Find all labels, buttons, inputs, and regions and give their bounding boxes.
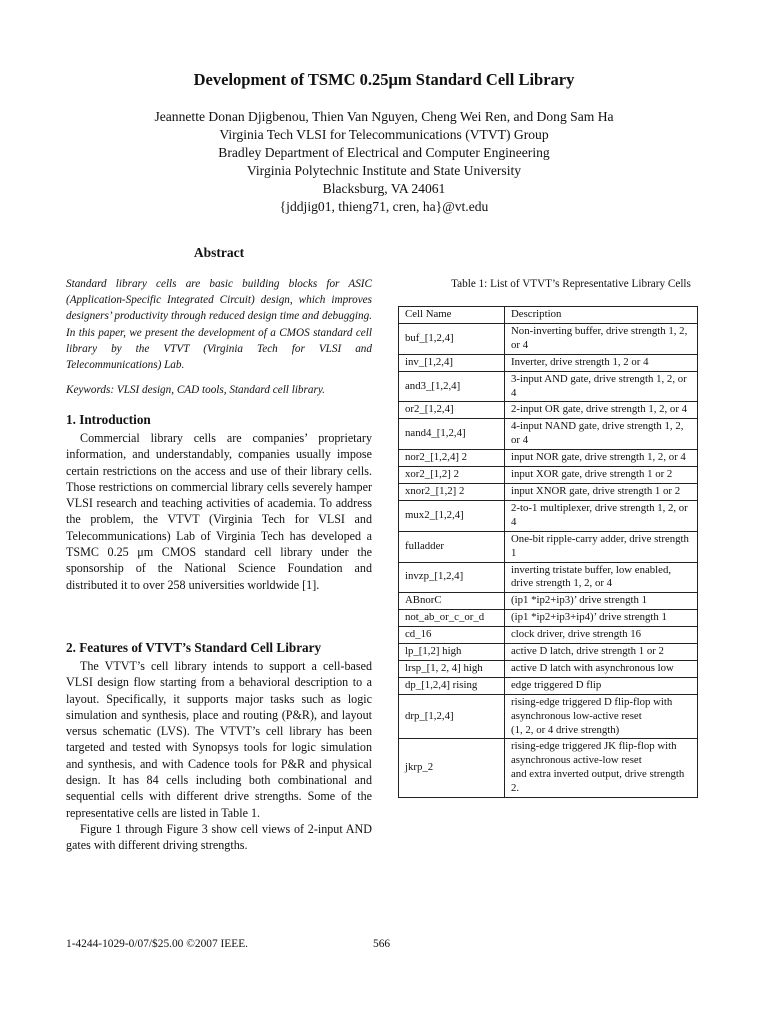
cell-description: inverting tristate buffer, low enabled, drive strength 1, 2, or 4 xyxy=(505,562,698,593)
cell-name: dp_[1,2,4] rising xyxy=(399,677,505,694)
section-2-paragraph: Figure 1 through Figure 3 show cell views of 2-input AND gates with different driving strengths. xyxy=(66,821,372,853)
cell-name: lp_[1,2] high xyxy=(399,644,505,661)
cell-description: 4-input NAND gate, drive strength 1, 2, or 4 xyxy=(505,419,698,450)
cell-description: input NOR gate, drive strength 1, 2, or 4 xyxy=(505,450,698,467)
table-row xyxy=(399,500,698,531)
table-row xyxy=(399,627,698,644)
author-group: Virginia Tech VLSI for Telecommunications (VTVT) Group xyxy=(219,127,549,142)
table-row xyxy=(399,402,698,419)
section-2-heading: 2. Features of VTVT’s Standard Cell Library xyxy=(66,640,322,655)
table-row xyxy=(399,610,698,627)
column-header-cell-name: Cell Name xyxy=(399,307,505,324)
cell-description: active D latch, drive strength 1 or 2 xyxy=(505,644,698,661)
cell-description: active D latch with asynchronous low xyxy=(505,660,698,677)
cell-name: cd_16 xyxy=(399,627,505,644)
table-row xyxy=(399,677,698,694)
cell-description: 2-input OR gate, drive strength 1, 2, or 4 xyxy=(505,402,698,419)
cell-description: (ip1 *ip2+ip3)’ drive strength 1 xyxy=(505,593,698,610)
cell-name: not_ab_or_c_or_d xyxy=(399,610,505,627)
table-row xyxy=(399,644,698,661)
author-emails: {jddjig01, thieng71, cren, ha}@vt.edu xyxy=(279,199,489,214)
cell-description: Non-inverting buffer, drive strength 1, 2, or 4 xyxy=(505,323,698,354)
cell-description: input XOR gate, drive strength 1 or 2 xyxy=(505,467,698,484)
table-row xyxy=(399,419,698,450)
cell-name: buf_[1,2,4] xyxy=(399,323,505,354)
cell-description: 3-input AND gate, drive strength 1, 2, or 4 xyxy=(505,371,698,402)
copyright-footer: 1-4244-1029-0/07/$25.00 ©2007 IEEE. xyxy=(66,938,249,950)
author-location: Blacksburg, VA 24061 xyxy=(322,181,446,196)
cell-description: (ip1 *ip2+ip3+ip4)’ drive strength 1 xyxy=(505,610,698,627)
page-number: 566 xyxy=(373,938,391,950)
table-row xyxy=(399,354,698,371)
author-department: Bradley Department of Electrical and Computer Engineering xyxy=(218,145,550,160)
cell-description: rising-edge triggered JK flip-flop with asynchronous active-low reset and extra inverted output, drive strength 2. xyxy=(505,739,698,798)
cell-name: and3_[1,2,4] xyxy=(399,371,505,402)
cell-name: nor2_[1,2,4] 2 xyxy=(399,450,505,467)
cell-name: xor2_[1,2] 2 xyxy=(399,467,505,484)
cell-name: mux2_[1,2,4] xyxy=(399,500,505,531)
keywords: Keywords: VLSI design, CAD tools, Standard cell library. xyxy=(66,384,325,396)
author-institute: Virginia Polytechnic Institute and State University xyxy=(246,163,522,178)
cell-name: invzp_[1,2,4] xyxy=(399,562,505,593)
table-caption: Table 1: List of VTVT’s Representative Library Cells xyxy=(451,278,691,290)
column-header-description: Description xyxy=(505,307,698,324)
section-2-body xyxy=(66,658,372,854)
cell-description: 2-to-1 multiplexer, drive strength 1, 2, or 4 xyxy=(505,500,698,531)
table-row xyxy=(399,323,698,354)
cell-name: inv_[1,2,4] xyxy=(399,354,505,371)
table-row xyxy=(399,371,698,402)
cell-name: xnor2_[1,2] 2 xyxy=(399,483,505,500)
cell-description: input XNOR gate, drive strength 1 or 2 xyxy=(505,483,698,500)
cell-description: Inverter, drive strength 1, 2 or 4 xyxy=(505,354,698,371)
table-row xyxy=(399,483,698,500)
cell-description: clock driver, drive strength 16 xyxy=(505,627,698,644)
cell-description: One-bit ripple-carry adder, drive strength 1 xyxy=(505,531,698,562)
section-1-heading: 1. Introduction xyxy=(66,412,151,427)
section-1-body xyxy=(66,430,372,593)
cell-name: ABnorC xyxy=(399,593,505,610)
cell-name: drp_[1,2,4] xyxy=(399,694,505,739)
section-2-paragraph: The VTVT’s cell library intends to support a cell-based VLSI design flow starting from a behavioral description to a layout. Specifically, it supports major tasks such as logic simulation and synthesis, place and routing (P&R), and layout versus schematic (LVS). The VTVT’s cell library has been targeted and tested with Synopsys tools for logic simulation and synthesis, and with Cadence tools for P&R and physical design. It has 84 cells including both combinational and sequential cells with different drive strengths. Some of the representative cells are listed in Table 1. xyxy=(66,659,372,820)
table-row xyxy=(399,593,698,610)
author-block xyxy=(0,108,768,216)
table-row xyxy=(399,531,698,562)
author-names: Jeannette Donan Djigbenou, Thien Van Nguyen, Cheng Wei Ren, and Dong Sam Ha xyxy=(154,109,614,124)
cell-description: rising-edge triggered D flip-flop with asynchronous low-active reset (1, 2, or 4 drive strength) xyxy=(505,694,698,739)
table-header-row xyxy=(399,307,698,324)
table-row xyxy=(399,660,698,677)
section-1-paragraph: Commercial library cells are companies’ proprietary information, and understandably, companies usually impose certain restrictions on the access and use of their library cells. Those restrictions on commercial library cells severely hamper VLSI research and teaching activities of academia. To address the problem, the VTVT (Virginia Tech for VLSI and Telecommunications) Lab of Virginia Tech has developed a TSMC 0.25 μm CMOS standard cell library under the sponsorship of the National Science Foundation and distributed it to over 258 universities worldwide [1]. xyxy=(66,431,372,592)
cell-description: edge triggered D flip xyxy=(505,677,698,694)
table-row xyxy=(399,450,698,467)
table-row xyxy=(399,739,698,798)
cell-name: nand4_[1,2,4] xyxy=(399,419,505,450)
cell-name: fulladder xyxy=(399,531,505,562)
library-cells-table xyxy=(398,306,698,798)
table-row xyxy=(399,467,698,484)
table-row xyxy=(399,694,698,739)
abstract-text: Standard library cells are basic building blocks for ASIC (Application-Specific Integrated Circuit) design, which improves designers’ productivity through reduced design time and debugging. In this paper, we present the development of a CMOS standard cell library by the VTVT (Virginia Tech for VLSI and Telecommunications) Lab. xyxy=(66,278,372,372)
paper-title: Development of TSMC 0.25μm Standard Cell Library xyxy=(193,70,575,89)
cell-name: lrsp_[1, 2, 4] high xyxy=(399,660,505,677)
cell-name: or2_[1,2,4] xyxy=(399,402,505,419)
cell-name: jkrp_2 xyxy=(399,739,505,798)
abstract-heading: Abstract xyxy=(193,245,245,260)
table-body xyxy=(399,307,698,798)
table-row xyxy=(399,562,698,593)
